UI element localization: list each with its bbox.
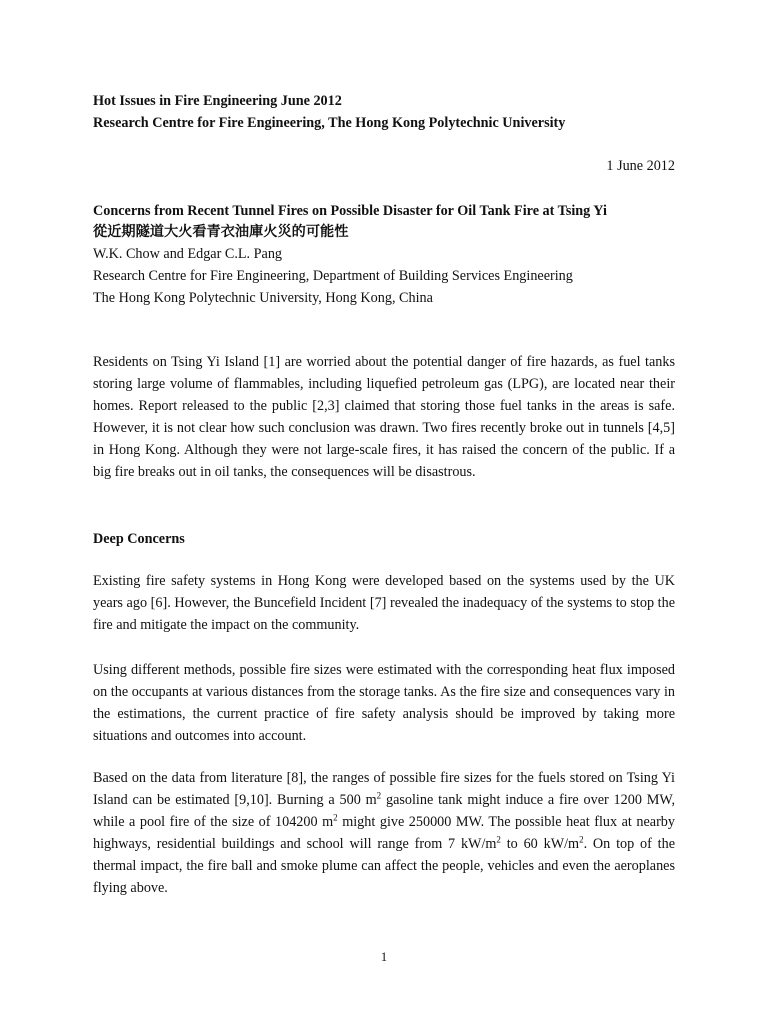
header-line-2: Research Centre for Fire Engineering, The Hong Kong Polytechnic University	[93, 115, 566, 131]
superscript: 2	[333, 812, 338, 823]
text-segment: Based on the data from literature [8], the ranges of possible fire sizes for the fuels stored on Tsing Yi Island can be estimated [9,10]. Burning a 500 m	[93, 770, 675, 808]
article-title: Concerns from Recent Tunnel Fires on Possible Disaster for Oil Tank Fire at Tsing Yi	[93, 203, 607, 219]
authors: W.K. Chow and Edgar C.L. Pang	[93, 246, 283, 262]
article-title-chinese: 從近期隧道大火看青衣油庫火災的可能性	[93, 224, 349, 240]
text-segment: to 60 kW/m	[500, 835, 580, 852]
paragraph-fire-sizes	[93, 768, 675, 899]
text-segment: might give 250000 MW. The possible heat flux at nearby highways, residential buildings and school will range from 7 kW/m	[93, 813, 675, 852]
paragraph-fire-safety-systems: Existing fire safety systems in Hong Kong were developed based on the systems used by the UK years ago [6]. However, the Buncefield Incident [7] revealed the inadequacy of the systems to stop the fire and mitigate the impact on the community.	[93, 573, 675, 633]
paragraph-intro: Residents on Tsing Yi Island [1] are worried about the potential danger of fire hazards, as fuel tanks storing large volume of flammables, including liquefied petroleum gas (LPG), are located near their homes. Report released to the public [2,3] claimed that storing those fuel tanks in the areas is safe. However, it is not clear how such conclusion was drawn. Two fires recently broke out in tunnels [4,5] in Hong Kong. Although they were not large-scale fires, it has raised the concern of the public. If a big fire breaks out in oil tanks, the consequences will be disastrous.	[93, 354, 675, 480]
affiliation-line-1: Research Centre for Fire Engineering, Department of Building Services Engineering	[93, 268, 573, 284]
document-date: 1 June 2012	[606, 158, 675, 174]
affiliation-line-2: The Hong Kong Polytechnic University, Hong Kong, China	[93, 290, 433, 306]
paragraph-estimation-methods: Using different methods, possible fire sizes were estimated with the corresponding heat flux imposed on the occupants at various distances from the storage tanks. As the fire size and consequences vary in the estimations, the current practice of fire safety analysis should be improved by taking more situations and outcomes into account.	[93, 662, 675, 744]
page-number: 1	[380, 950, 388, 964]
superscript: 2	[376, 790, 382, 801]
text-segment: . On top of the thermal impact, the fire ball and smoke plume can affect the people, vehicles and even the aeroplanes flying above.	[93, 835, 675, 896]
header-line-1: Hot Issues in Fire Engineering June 2012	[93, 93, 342, 109]
superscript: 2	[579, 833, 584, 844]
text-segment: gasoline tank might induce a fire over 1200 MW, while a pool fire of the size of 104200 m	[93, 791, 676, 830]
section-heading: Deep Concerns	[93, 531, 185, 547]
superscript: 2	[496, 833, 501, 844]
